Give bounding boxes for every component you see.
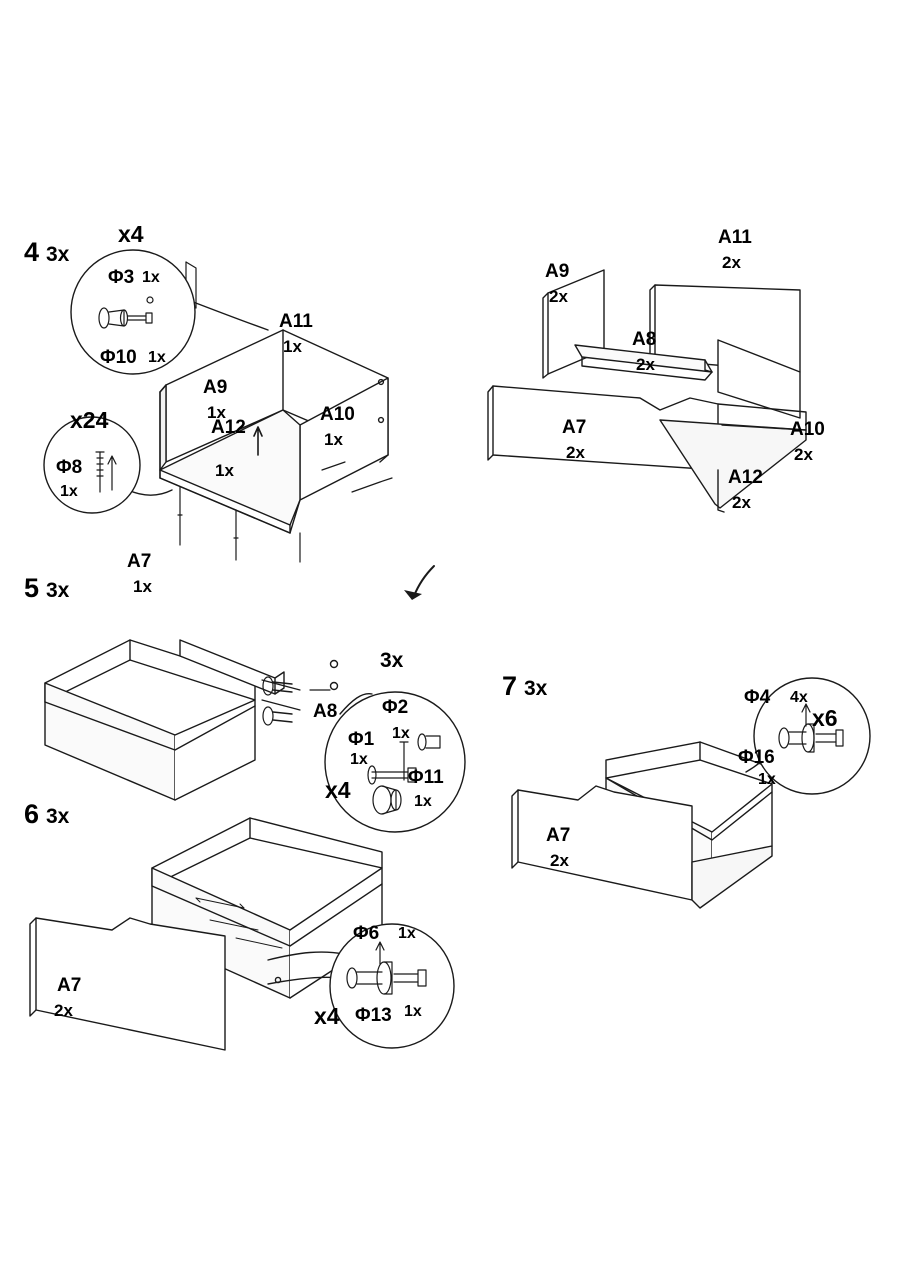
step-7-number: 7 xyxy=(502,671,518,701)
step5-callout-item-1-code: Φ1 xyxy=(348,729,375,750)
step4-top-callout-multiplier: x4 xyxy=(118,221,144,247)
step4-top-callout-item-1-code: Φ10 xyxy=(100,347,137,368)
step7-part-A7-qty: 2x xyxy=(550,851,569,870)
step7-callout-item-0-code: Φ4 xyxy=(744,687,771,708)
step5-repeat-small: 3x xyxy=(380,649,404,672)
step4-part-A7-qty: 1x xyxy=(133,577,152,596)
step-4-number: 4 xyxy=(24,237,40,267)
step4-bottom-callout-item-0-qty: 1x xyxy=(60,483,78,500)
step5-callout-item-2-code: Φ11 xyxy=(408,767,444,788)
step4-top-callout-item-1-qty: 1x xyxy=(148,349,166,366)
step6-callout-item-0-code: Φ6 xyxy=(353,923,380,944)
step6-part-A7-qty: 2x xyxy=(54,1001,73,1020)
exploded-part-A11-qty: 2x xyxy=(722,253,741,272)
step7-callout-item-1-code: Φ16 xyxy=(738,747,775,768)
exploded-part-A7-code: A7 xyxy=(562,417,587,438)
step-5-repeat: 3x xyxy=(46,579,70,602)
step6-callout-multiplier: x4 xyxy=(314,1003,340,1029)
step6-part-A7-code: A7 xyxy=(57,975,82,996)
step7-callout-item-1-qty: 1x xyxy=(758,771,776,788)
exploded-part-A7-qty: 2x xyxy=(566,443,585,462)
step-4-repeat: 3x xyxy=(46,243,70,266)
step4-part-A11-code: A11 xyxy=(279,311,313,332)
step4-part-A12-code: A12 xyxy=(211,417,246,438)
exploded-part-A10-code: A10 xyxy=(790,419,825,440)
exploded-part-A12-qty: 2x xyxy=(732,493,751,512)
step4-top-callout-item-0-code: Φ3 xyxy=(108,267,135,288)
exploded-part-A9-qty: 2x xyxy=(549,287,568,306)
exploded-part-A10-qty: 2x xyxy=(794,445,813,464)
step4-part-A7-code: A7 xyxy=(127,551,152,572)
exploded-part-A9-code: A9 xyxy=(545,261,570,282)
step4-bottom-callout-multiplier: x24 xyxy=(70,407,109,433)
step6-callout-item-1-qty: 1x xyxy=(404,1003,422,1020)
step4-part-A12-qty: 1x xyxy=(215,461,234,480)
step7-callout-multiplier: x6 xyxy=(812,705,838,731)
exploded-part-A12-code: A12 xyxy=(728,467,763,488)
step5-part-A8-code: A8 xyxy=(313,701,338,722)
step6-callout-item-1-code: Φ13 xyxy=(355,1005,392,1026)
step4-part-A9-code: A9 xyxy=(203,377,228,398)
step4-part-A11-qty: 1x xyxy=(283,337,302,356)
step5-callout-multiplier: x4 xyxy=(325,777,351,803)
step5-callout-item-2-qty: 1x xyxy=(414,793,432,810)
step4-part-A9-qty: 1x xyxy=(207,403,226,422)
exploded-part-A11-code: A11 xyxy=(718,227,752,248)
step4-part-A10-code: A10 xyxy=(320,404,355,425)
step5-drawing xyxy=(45,640,338,800)
step5-callout-item-1-qty: 1x xyxy=(350,751,368,768)
exploded-part-A8-code: A8 xyxy=(632,329,657,350)
step5-callout-item-0-qty: 1x xyxy=(392,725,410,742)
step-6-number: 6 xyxy=(24,799,40,829)
exploded-part-A8-qty: 2x xyxy=(636,355,655,374)
step-5-number: 5 xyxy=(24,573,40,603)
step4-top-callout-item-0-qty: 1x xyxy=(142,269,160,286)
step7-part-A7-code: A7 xyxy=(546,825,571,846)
step7-callout-item-0-qty: 4x xyxy=(790,689,808,706)
step-6-repeat: 3x xyxy=(46,805,70,828)
flow-arrow xyxy=(404,566,434,600)
step4-bottom-callout-item-0-code: Φ8 xyxy=(56,457,83,478)
step-7-repeat: 3x xyxy=(524,677,548,700)
step6-callout-item-0-qty: 1x xyxy=(398,925,416,942)
step5-callout-item-0-code: Φ2 xyxy=(382,697,409,718)
step4-part-A10-qty: 1x xyxy=(324,430,343,449)
